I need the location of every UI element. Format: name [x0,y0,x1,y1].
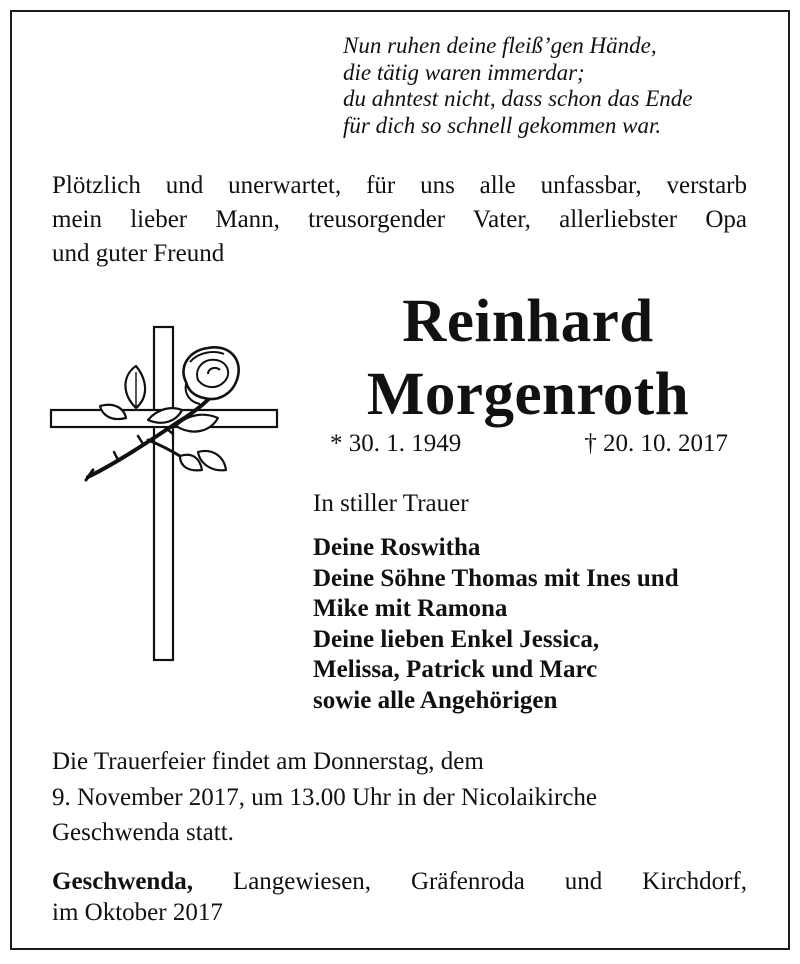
death-date: † 20. 10. 2017 [584,430,728,457]
mourner-line: Deine lieben Enkel Jessica, [313,625,600,653]
cross-with-rose-icon [48,322,283,672]
mourning-intro: In stiller Trauer [313,490,469,517]
location-line [52,866,747,897]
service-line: Die Trauerfeier findet am Donnerstag, dem [52,748,484,775]
intro-text [52,169,747,271]
mourner-line: Mike mit Ramona [313,595,508,622]
birth-date: * 30. 1. 1949 [330,430,462,457]
mourner-line: Melissa, Patrick und Marc [313,656,598,683]
poem-line: Nun ruhen deine fleiß’gen Hände, [343,33,657,58]
location-and-date [52,866,747,928]
poem [343,33,692,139]
mourner-line: Deine Söhne Thomas mit Ines und [313,564,679,592]
service-line: 9. November 2017, um 13.00 Uhr in der Nicolaikirche [52,783,598,811]
deceased-name [328,285,728,431]
mourners-list [313,533,679,716]
location-town: Geschwenda, [52,868,193,895]
deceased-last-name: Morgenroth [366,361,690,428]
deceased-first-name: Reinhard [402,288,654,355]
intro-line: und guter Freund [52,240,225,267]
mourner-line: sowie alle Angehörigen [313,686,558,714]
mourner-line: Deine Roswitha [313,534,481,561]
poem-line: für dich so schnell gekommen war. [343,112,662,138]
intro-line: mein lieber Mann, treusorgender Vater, allerliebster Opa [52,206,747,233]
location-date: im Oktober 2017 [52,899,223,926]
location-towns: Langewiesen, Gräfenroda und Kirchdorf, [232,868,747,895]
funeral-service-info [52,744,597,851]
intro-line: Plötzlich und unerwartet, für uns alle unfassbar, verstarb [52,172,747,199]
poem-line: die tätig waren immerdar; [343,59,585,85]
poem-line: du ahntest nicht, dass schon das Ende [343,86,693,111]
service-line: Geschwenda statt. [52,819,234,846]
